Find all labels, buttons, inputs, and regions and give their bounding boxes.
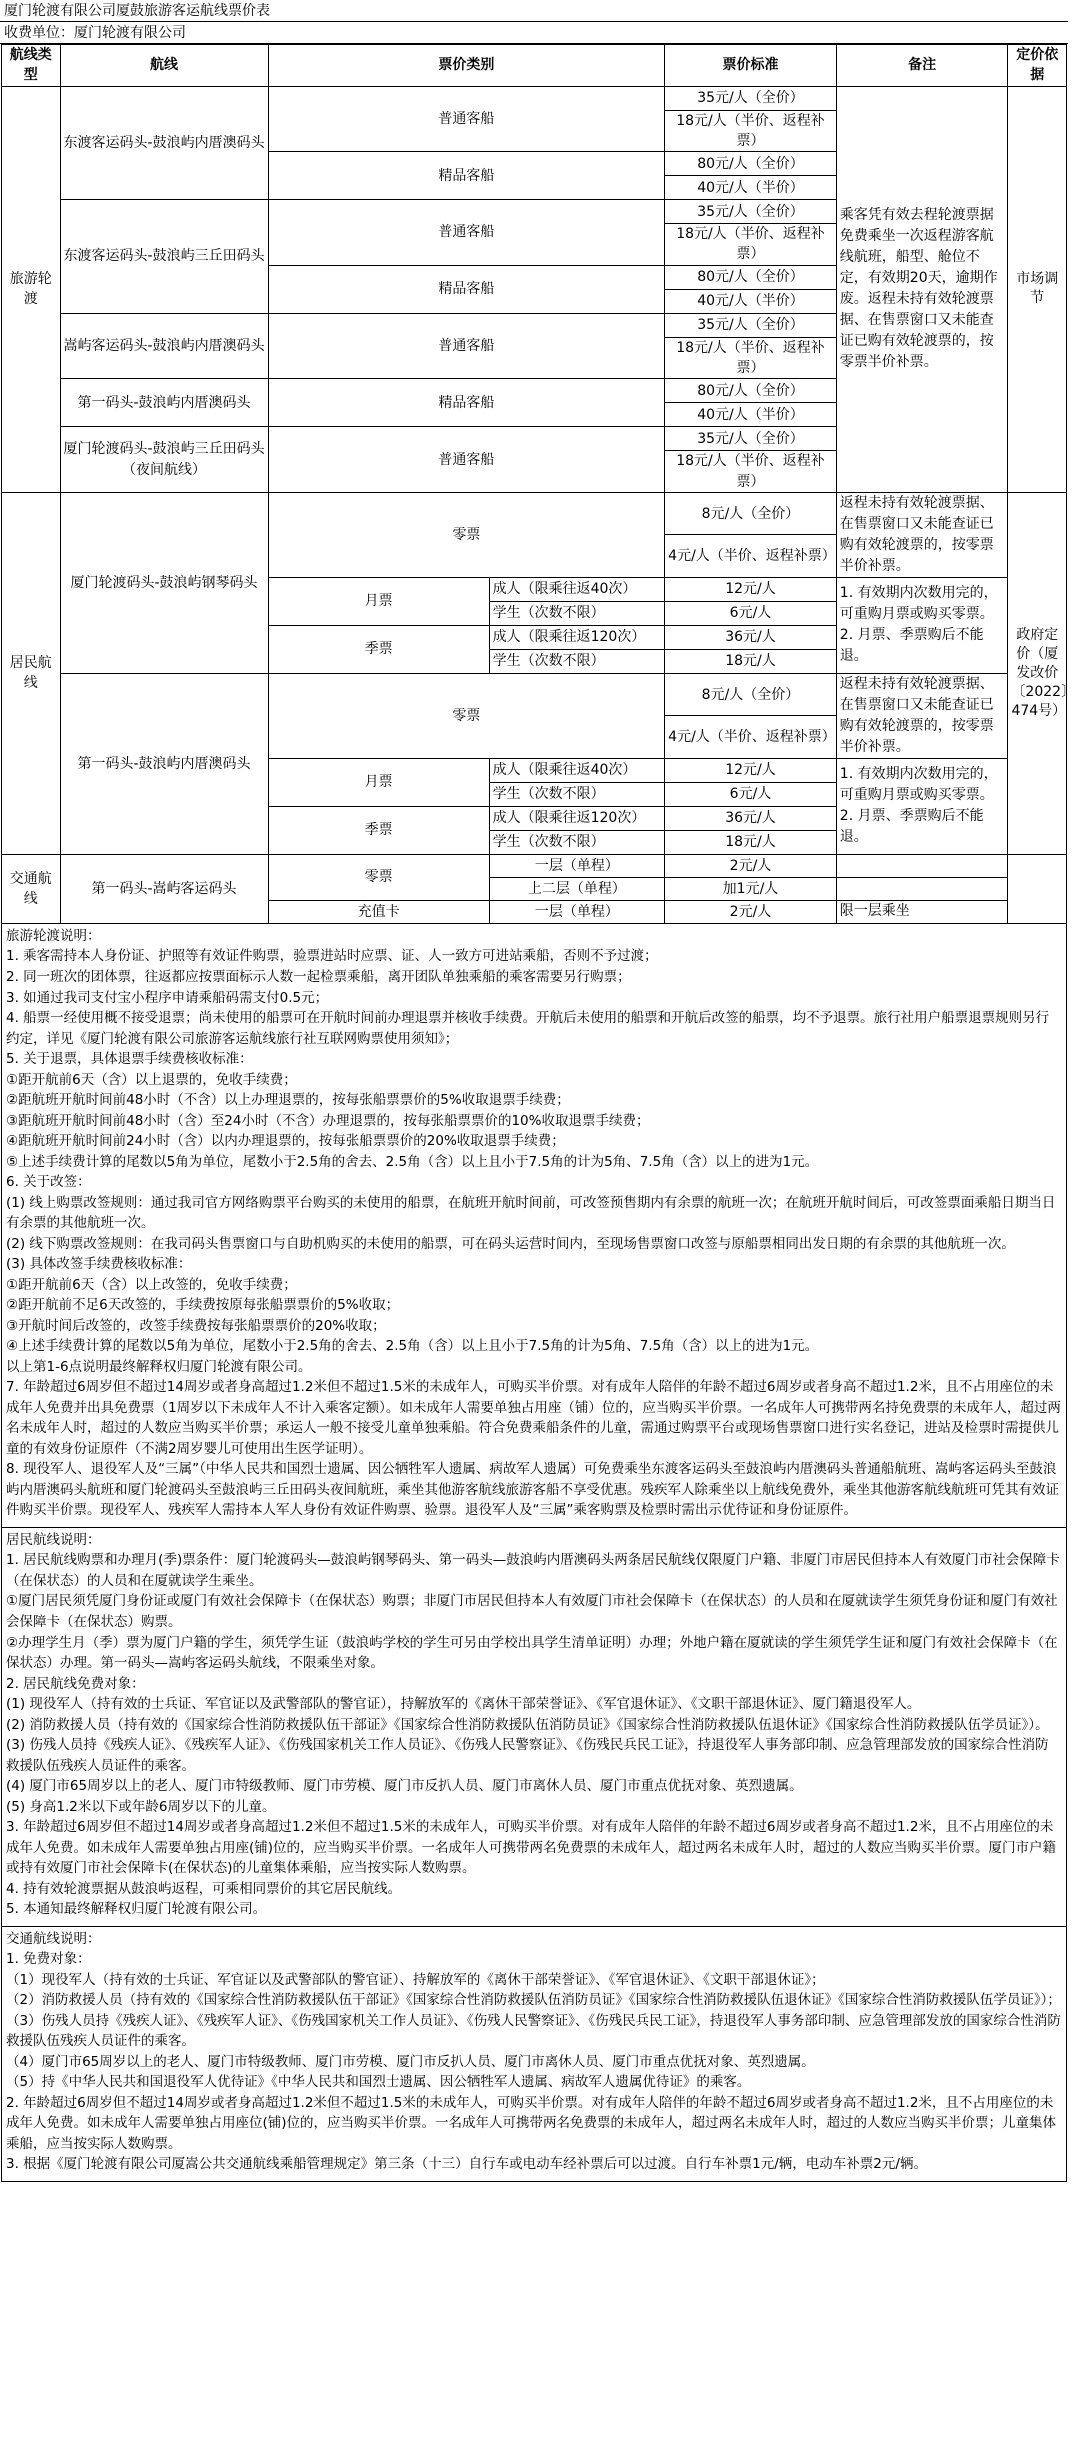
note-line: 1. 免费对象： xyxy=(6,1951,91,1968)
table-row xyxy=(2,673,1067,716)
fare-class: 零票 xyxy=(268,492,665,577)
fare-price: 35元/人（全价） xyxy=(665,86,837,110)
season-label: 季票 xyxy=(268,806,489,854)
empty-remark xyxy=(836,854,1008,877)
note-line: ①距开航前6天（含）以上改签的，免收手续费； xyxy=(6,1276,297,1293)
route-name: 第一码头-鼓浪屿内厝澳码头 xyxy=(60,379,268,427)
fare-class: 精品客船 xyxy=(268,152,665,200)
note-line: 5. 本通知最终解释权归厦门轮渡有限公司。 xyxy=(6,1901,267,1918)
fare-price: 18元/人（半价、返程补票） xyxy=(665,451,837,493)
traffic-single-label: 零票 xyxy=(268,854,489,900)
fare-class: 零票 xyxy=(268,673,665,758)
resident-single-remark: 返程未持有效轮渡票据、在售票窗口又未能查证已购有效轮渡票的，按零票半价补票。 xyxy=(836,673,1008,758)
fare-price: 8元/人（全价） xyxy=(665,673,837,716)
note-line: (3) 伤残人员持《残疾人证》、《残疾军人证》、《伤残国家机关工作人员证》、《伤残人民警察证》、《伤残民兵民工证》，持退役军人事务部印制、应急管理部发放的国家综合性消防救援队伍残疾人员证件的乘客。 xyxy=(6,1737,1049,1774)
traffic-notes xyxy=(1,1927,1067,2182)
fare-price: 18元/人 xyxy=(665,830,837,854)
fare-price: 12元/人 xyxy=(665,758,837,782)
note-line: ②办理学生月（季）票为厦门户籍的学生，须凭学生证（鼓浪屿学校的学生可另由学校出具学生清单证明）办理；外地户籍在厦就读的学生须凭学生证和厦门有效社会保障卡（在保状态）办理。第一码头—嵩屿客运码头航线，不限乘坐对象。 xyxy=(6,1634,1058,1672)
note-line: （3）伤残人员持《残疾人证》、《残疾军人证》、《伤残国家机关工作人员证》、《伤残人民警察证》、《伤残民兵民工证》，持退役军人事务部印制、应急管理部发放的国家综合性消防救援队伍残疾人员证件的乘客。 xyxy=(6,2012,1061,2050)
notes-heading: 交通航线说明： xyxy=(6,1930,101,1947)
route-type-tourism: 旅游轮渡 xyxy=(2,86,61,492)
fare-price: 4元/人（半价、返程补票） xyxy=(665,535,837,578)
note-line: （1）现役军人（持有效的士兵证、军官证以及武警部队的警官证）、持解放军的《离休干部荣誉证》、《军官退休证》、《文职干部退休证》； xyxy=(6,1971,825,1988)
fare-price: 80元/人（全价） xyxy=(665,152,837,176)
resident-notes xyxy=(1,1528,1067,1927)
fare-category: 学生（次数不限） xyxy=(489,782,665,806)
monthly-label: 月票 xyxy=(268,758,489,806)
col-remark: 备注 xyxy=(836,45,1008,87)
note-line: ②距开航前不足6天改签的，手续费按原每张船票票价的5%收取； xyxy=(6,1297,400,1314)
notes-heading: 居民航线说明： xyxy=(6,1531,101,1548)
fare-class: 普通客船 xyxy=(268,86,665,152)
fare-price: 18元/人（半价、返程补票） xyxy=(665,110,837,152)
note-line: ③距航班开航时间前48小时（含）至24小时（不含）办理退票的，按每张船票票价的10%收取退票手续费； xyxy=(6,1112,650,1129)
note-line: （5）持《中华人民共和国退役军人优待证》《中华人民共和国烈士遗属、因公牺牲军人遗属、病故军人遗属优待证》的乘客。 xyxy=(6,2074,751,2091)
fare-category: 学生（次数不限） xyxy=(489,601,665,625)
table-row xyxy=(2,492,1067,535)
note-line: （2）消防救援人员（持有效的《国家综合性消防救援队伍干部证》《国家综合性消防救援队伍消防员证》《国家综合性消防救援队伍退休证》《国家综合性消防救援队伍学员证》）； xyxy=(6,1992,1061,2009)
fare-class: 普通客船 xyxy=(268,313,665,379)
fare-class: 普通客船 xyxy=(268,427,665,493)
note-line: (2) 消防救援人员（持有效的《国家综合性消防救援队伍干部证》《国家综合性消防救援队伍消防员证》《国家综合性消防救援队伍退休证》《国家综合性消防救援队伍学员证》）。 xyxy=(6,1716,1049,1733)
note-line: 以上第1-6点说明最终解释权归厦门轮渡有限公司。 xyxy=(6,1358,312,1375)
fare-price: 2元/人 xyxy=(665,854,837,877)
fare-class: 精品客船 xyxy=(268,379,665,427)
fare-price: 35元/人（全价） xyxy=(665,313,837,337)
fare-price: 80元/人（全价） xyxy=(665,265,837,289)
fare-category: 成人（限乘往返120次） xyxy=(489,625,665,649)
empty-basis xyxy=(1008,854,1067,923)
route-type-traffic: 交通航线 xyxy=(2,854,61,923)
fare-class: 精品客船 xyxy=(268,265,665,313)
route-name: 厦门轮渡码头-鼓浪屿三丘田码头（夜间航线） xyxy=(60,427,268,493)
note-line: (5) 身高1.2米以下或年龄6周岁以下的儿童。 xyxy=(6,1798,276,1815)
note-line: ③开航时间后改签的，改签手续费按每张船票票价的20%收取； xyxy=(6,1317,386,1334)
resident-basis: 政府定价（厦发改价〔2022〕474号） xyxy=(1008,492,1067,854)
note-line: (3) 具体改签手续费核收标准： xyxy=(6,1256,192,1273)
fare-price: 40元/人（半价） xyxy=(665,289,837,313)
fare-price: 40元/人（半价） xyxy=(665,176,837,200)
note-line: ⑤上述手续费计算的尾数以5角为单位，尾数小于2.5角的舍去、2.5角（含）以上且小于7.5角的计为5角、7.5角（含）以上的进为1元。 xyxy=(6,1153,819,1170)
fare-price: 2元/人 xyxy=(665,900,837,923)
note-line: ①距开航前6天（含）以上退票的，免收手续费； xyxy=(6,1071,297,1088)
resident-period-remark: 1. 有效期内次数用完的，可重购月票或购买零票。 2. 月票、季票购后不能退。 xyxy=(836,758,1008,854)
route-name: 东渡客运码头-鼓浪屿三丘田码头 xyxy=(60,200,268,314)
note-line: (4) 厦门市65周岁以上的老人、厦门市特级教师、厦门市劳模、厦门市反扒人员、厦门市离休人员、厦门市重点优抚对象、英烈遗属。 xyxy=(6,1778,803,1795)
fare-price: 8元/人（全价） xyxy=(665,492,837,535)
fare-price: 35元/人（全价） xyxy=(665,427,837,451)
route-type-resident: 居民航线 xyxy=(2,492,61,854)
route-name: 第一码头-嵩屿客运码头 xyxy=(60,854,268,923)
monthly-label: 月票 xyxy=(268,577,489,625)
notes-heading: 旅游轮渡说明： xyxy=(6,927,101,944)
fare-price: 18元/人 xyxy=(665,649,837,673)
fare-price: 35元/人（全价） xyxy=(665,200,837,224)
note-line: 3. 如通过我司支付宝小程序申请乘船码需支付0.5元； xyxy=(6,989,329,1006)
season-label: 季票 xyxy=(268,625,489,673)
fare-price: 18元/人（半价、返程补票） xyxy=(665,224,837,266)
collection-unit-value: 厦门轮渡有限公司 xyxy=(74,25,186,41)
note-line: 4. 船票一经使用概不接受退票；尚未使用的船票可在开航时间前办理退票并核收手续费。开航后未使用的船票和开航后改签的船票，均不予退票。旅行社用户船票退票规则另行约定，详见《厦门轮渡有限公司旅游客运航线旅行社互联网购票使用须知》； xyxy=(6,1010,1050,1047)
collection-unit xyxy=(0,22,1068,44)
tourism-remark: 乘客凭有效去程轮渡票据免费乘坐一次返程游客航线航班，船型、舱位不定，有效期20天，逾期作废。返程未持有效轮渡票据、在售票窗口又未能查证已购有效轮渡票的，按零票半价补票。 xyxy=(836,86,1008,492)
tourism-basis: 市场调节 xyxy=(1008,86,1067,492)
note-line: （4）厦门市65周岁以上的老人、厦门市特级教师、厦门市劳模、厦门市反扒人员、厦门市离休人员、厦门市重点优抚对象、英烈遗属。 xyxy=(6,2053,815,2070)
route-name: 嵩屿客运码头-鼓浪屿内厝澳码头 xyxy=(60,313,268,379)
fare-category: 一层（单程） xyxy=(489,900,665,923)
note-line: (2) 线下购票改签规则：在我司码头售票窗口与自助机购买的未使用的船票，可在码头运营时间内，至现场售票窗口改签与原船票相同出发日期的有余票的其他航班一次。 xyxy=(6,1235,1015,1252)
fare-price: 12元/人 xyxy=(665,577,837,601)
note-line: 7. 年龄超过6周岁但不超过14周岁或者身高超过1.2米但不超过1.5米的未成年人，可购买半价票。对有成年人陪伴的年龄不超过6周岁或者身高不超过1.2米，且不占用座位的未成年人免费并出具免费票（1周岁以下未成年人不计入乘客定额）。如未成年人需要单独占用座（铺）位的，应当购买半价票。一名成年人可携带两名持免费票的未成年人，超过两名未成年人时，超过的人数应当购买半价票；承运人一般不接受儿童单独乘船。符合免费乘船条件的儿童，需通过购票平台或现场售票窗口进行实名登记，进站及检票时需提供儿童的有效身份证原件（不满2周岁婴儿可使用出生医学证明）。 xyxy=(6,1379,1061,1457)
doc-title: 厦门轮渡有限公司厦鼓旅游客运航线票价表 xyxy=(0,0,1068,22)
empty-remark xyxy=(836,877,1008,900)
fare-category: 成人（限乘往返120次） xyxy=(489,806,665,830)
note-line: 2. 居民航线免费对象： xyxy=(6,1675,145,1692)
note-line: ④上述手续费计算的尾数以5角为单位，尾数小于2.5角的舍去、2.5角（含）以上且小于7.5角的计为5角、7.5角（含）以上的进为1元。 xyxy=(6,1338,819,1355)
table-header-row xyxy=(2,45,1067,87)
fare-category: 学生（次数不限） xyxy=(489,830,665,854)
note-line: 2. 同一班次的团体票，往返都应按票面标示人数一起检票乘船，离开团队单独乘船的乘客需要另行购票； xyxy=(6,969,631,985)
note-line: ④距航班开航时间前24小时（含）以内办理退票的，按每张船票票价的20%收取退票手续费； xyxy=(6,1133,565,1150)
fare-category: 上二层（单程） xyxy=(489,877,665,900)
note-line: (1) 线上购票改签规则：通过我司官方网络购票平台购买的未使用的船票，在航班开航时间前，可改签预售期内有余票的航班一次；在航班开航时间后，可改签票面乘船日期当日有余票的其他航班一次。 xyxy=(6,1194,1056,1232)
fare-category: 学生（次数不限） xyxy=(489,649,665,673)
fare-category: 成人（限乘往返40次） xyxy=(489,758,665,782)
note-line: 1. 居民航线购票和办理月(季)票条件：厦门轮渡码头—鼓浪屿钢琴码头、第一码头—鼓浪屿内厝澳码头两条居民航线仅限厦门户籍、非厦门市居民但持本人有效厦门市社会保障卡（在保状态）的人员和在厦就读学生乘坐。 xyxy=(6,1552,1060,1589)
route-name: 东渡客运码头-鼓浪屿内厝澳码头 xyxy=(60,86,268,200)
fare-category: 一层（单程） xyxy=(489,854,665,877)
resident-single-remark: 返程未持有效轮渡票据、在售票窗口又未能查证已购有效轮渡票的，按零票半价补票。 xyxy=(836,492,1008,577)
fare-price: 加1元/人 xyxy=(665,877,837,900)
route-name: 第一码头-鼓浪屿内厝澳码头 xyxy=(60,673,268,854)
fare-class: 普通客船 xyxy=(268,200,665,266)
col-fare-standard: 票价标准 xyxy=(665,45,837,87)
note-line: 6. 关于改签： xyxy=(6,1174,91,1191)
fare-category: 成人（限乘往返40次） xyxy=(489,577,665,601)
note-line: 2. 年龄超过6周岁但不超过14周岁或者身高超过1.2米但不超过1.5米的未成年人，可购买半价票。对有成年人陪伴的年龄不超过6周岁或者身高不超过1.2米，且不占用座位的未成年人免费。如未成年人需要单独占用座位(铺)位的，应当购买半价票。一名成年人可携带两名免费票的未成年人，超过两名未成年人时，超过的人数应当购买半价票；儿童集体乘船，应当按实际人数购票。 xyxy=(6,2094,1057,2152)
route-name: 厦门轮渡码头-鼓浪屿钢琴码头 xyxy=(60,492,268,673)
fare-price: 36元/人 xyxy=(665,625,837,649)
fare-price: 6元/人 xyxy=(665,782,837,806)
resident-period-remark: 1. 有效期内次数用完的，可重购月票或购买零票。 2. 月票、季票购后不能退。 xyxy=(836,577,1008,673)
table-row xyxy=(2,854,1067,877)
col-pricing-basis: 定价依据 xyxy=(1008,45,1067,87)
traffic-card-remark: 限一层乘坐 xyxy=(836,900,1008,923)
fare-price: 18元/人（半价、返程补票） xyxy=(665,337,837,379)
fare-price: 6元/人 xyxy=(665,601,837,625)
col-fare-category: 票价类别 xyxy=(268,45,665,87)
traffic-card-label: 充值卡 xyxy=(268,900,489,923)
note-line: 4. 持有效轮渡票据从鼓浪屿返程，可乘相同票价的其它居民航线。 xyxy=(6,1880,402,1897)
note-line: 3. 根据《厦门轮渡有限公司厦嵩公共交通航线乘船管理规定》第三条（十三）自行车或电动车经补票后可以过渡。自行车补票1元/辆，电动车补票2元/辆。 xyxy=(6,2156,927,2173)
collection-unit-label: 收费单位： xyxy=(4,25,74,41)
col-route: 航线 xyxy=(60,45,268,87)
fare-price: 36元/人 xyxy=(665,806,837,830)
fare-price: 80元/人（全价） xyxy=(665,379,837,403)
note-line: 8. 现役军人、退役军人及“三属”（中华人民共和国烈士遗属、因公牺牲军人遗属、病故军人遗属）可免费乘坐东渡客运码头至鼓浪屿内厝澳码头普通船航班、嵩屿客运码头至鼓浪屿内厝澳码头航班和厦门轮渡码头至鼓浪屿三丘田码头夜间航班，乘坐其他游客航线旅游客船不享受优惠。残疾军人除乘坐以上航线免费外，乘坐其他游客航线航班可凭其有效证件购买半价票。现役军人、残疾军人需持本人军人身份有效证件购票、验票。退役军人及“三属”乘客购票及检票时需出示优待证和身份证原件。 xyxy=(6,1461,1059,1519)
note-line: (1) 现役军人（持有效的士兵证、军官证以及武警部队的警官证），持解放军的《离休干部荣誉证》、《军官退休证》、《文职干部退休证》、厦门籍退役军人。 xyxy=(6,1696,921,1713)
fare-price: 4元/人（半价、返程补票） xyxy=(665,716,837,759)
note-line: 3. 年龄超过6周岁但不超过14周岁或者身高超过1.2米但不超过1.5米的未成年人，可购买半价票。对有成年人陪伴的年龄不超过6周岁或者身高不超过1.2米，且不占用座位的未成年人免费。如未成年人需要单独占用座(铺)位的，应当购买半价票。一名成年人可携带两名免费票的未成年人，超过两名未成年人时，超过的人数应当购买半价票。厦门市户籍或持有效厦门市社会保障卡(在保状态)的儿童集体乘船，应当按实际人数购票。 xyxy=(6,1819,1057,1877)
fare-table xyxy=(1,44,1075,924)
note-line: ②距航班开航时间前48小时（不含）以上办理退票的，按每张船票票价的5%收取退票手续费； xyxy=(6,1092,570,1109)
tourism-notes xyxy=(1,924,1067,1528)
note-line: ①厦门居民须凭厦门身份证或厦门有效社会保障卡（在保状态）购票；非厦门市居民但持本人有效厦门市社会保障卡（在保状态）的人员和在厦就读学生须凭身份证和厦门有效社会保障卡（在保状态）购票。 xyxy=(6,1593,1058,1630)
note-line: 1. 乘客需持本人身份证、护照等有效证件购票，验票进站时应票、证、人一致方可进站乘船，否则不予过渡； xyxy=(6,948,658,965)
table-row xyxy=(2,86,1067,110)
note-line: 5. 关于退票，具体退票手续费核收标准： xyxy=(6,1051,253,1068)
fare-price: 40元/人（半价） xyxy=(665,403,837,427)
col-route-type: 航线类型 xyxy=(2,45,61,87)
